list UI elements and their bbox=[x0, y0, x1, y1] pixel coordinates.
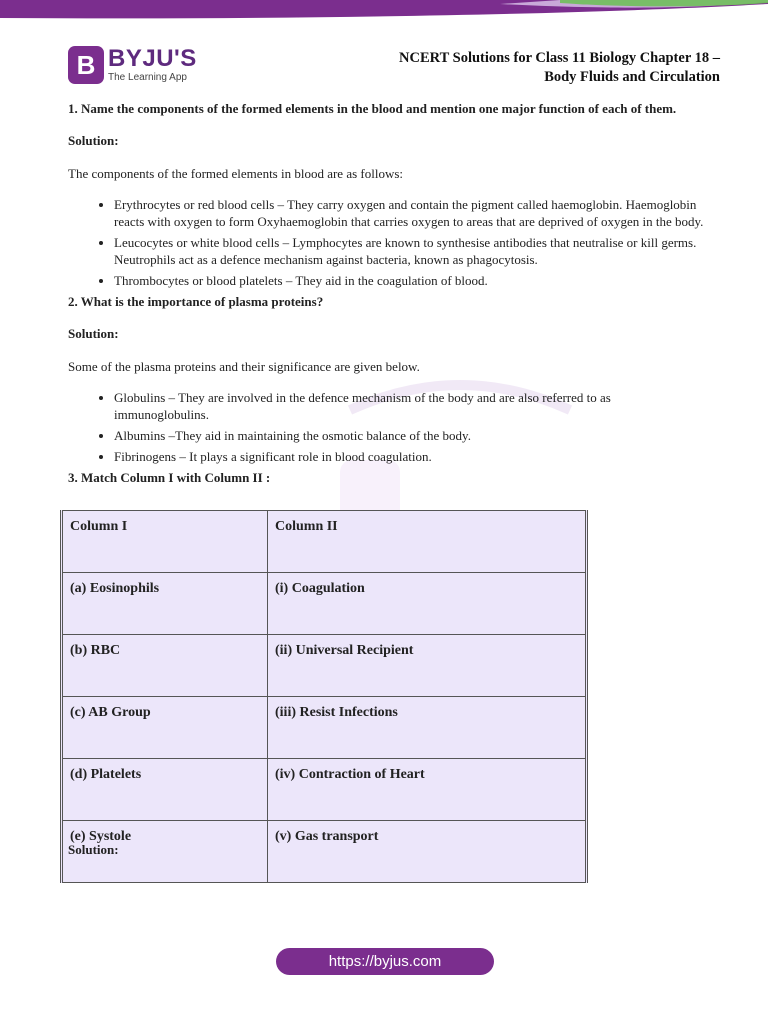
solution-label-2: Solution: bbox=[68, 326, 119, 341]
list-item: • Erythrocytes or red blood cells – They carry oxygen and contain the pigment called haemoglobin. Haemoglobin reacts with oxygen to form Oxyhaemoglobin that carries oxygen to areas that are deprived of oxygen in the body. bbox=[114, 196, 708, 230]
bullet-list-1 bbox=[68, 196, 708, 289]
match-table bbox=[60, 510, 588, 883]
table-row bbox=[62, 635, 587, 697]
document-header bbox=[399, 49, 720, 87]
question-3: 3. Match Column I with Column II : bbox=[68, 470, 271, 485]
table-cell: (d) Platelets bbox=[62, 759, 268, 821]
list-item: • Leucocytes or white blood cells – Lymphocytes are known to synthesise antibodies that neutralise or kill germs. Neutrophils act as a defence mechanism against bacteria, known as phagocytosis. bbox=[114, 234, 708, 268]
table-cell: (ii) Universal Recipient bbox=[268, 635, 587, 697]
question-2: 2. What is the importance of plasma proteins? bbox=[68, 294, 324, 309]
table-cell: Column I bbox=[62, 511, 268, 573]
table-row bbox=[62, 697, 587, 759]
list-item: • Fibrinogens – It plays a significant role in blood coagulation. bbox=[114, 448, 708, 465]
table-cell: (c) AB Group bbox=[62, 697, 268, 759]
logo-mark: B bbox=[68, 46, 104, 84]
list-item: • Albumins –They aid in maintaining the osmotic balance of the body. bbox=[114, 427, 708, 444]
table-cell: (iv) Contraction of Heart bbox=[268, 759, 587, 821]
list-item: • Globulins – They are involved in the defence mechanism of the body and are also referred to as immunoglobulins. bbox=[114, 389, 708, 423]
solution-label-3: Solution: bbox=[68, 842, 119, 857]
question-1: 1. Name the components of the formed elements in the blood and mention one major function of each of them. bbox=[68, 101, 677, 116]
table-cell: (i) Coagulation bbox=[268, 573, 587, 635]
intro-2: Some of the plasma proteins and their significance are given below. bbox=[68, 359, 420, 374]
header-line-2: Body Fluids and Circulation bbox=[544, 69, 720, 85]
table-cell: Column II bbox=[268, 511, 587, 573]
logo-tagline: The Learning App bbox=[108, 72, 187, 83]
table-cell: (a) Eosinophils bbox=[62, 573, 268, 635]
header-line-1: NCERT Solutions for Class 11 Biology Chapter 18 – bbox=[399, 50, 720, 66]
table-cell: (b) RBC bbox=[62, 635, 268, 697]
table-row bbox=[62, 759, 587, 821]
table-row bbox=[62, 573, 587, 635]
solution-label-1: Solution: bbox=[68, 133, 119, 148]
top-banner-band bbox=[0, 0, 768, 22]
bullet-list-2 bbox=[68, 389, 708, 465]
table-cell: (e) Systole bbox=[62, 821, 268, 883]
document-body bbox=[68, 100, 708, 486]
table-cell: (iii) Resist Infections bbox=[268, 697, 587, 759]
website-link[interactable]: https://byjus.com bbox=[276, 948, 494, 975]
byjus-logo bbox=[68, 46, 197, 84]
table-header-row bbox=[62, 511, 587, 573]
intro-1: The components of the formed elements in blood are as follows: bbox=[68, 166, 404, 181]
logo-name: BYJU'S bbox=[108, 45, 197, 72]
table-row bbox=[62, 821, 587, 883]
table-cell: (v) Gas transport bbox=[268, 821, 587, 883]
list-item: • Thrombocytes or blood platelets – They aid in the coagulation of blood. bbox=[114, 272, 708, 289]
